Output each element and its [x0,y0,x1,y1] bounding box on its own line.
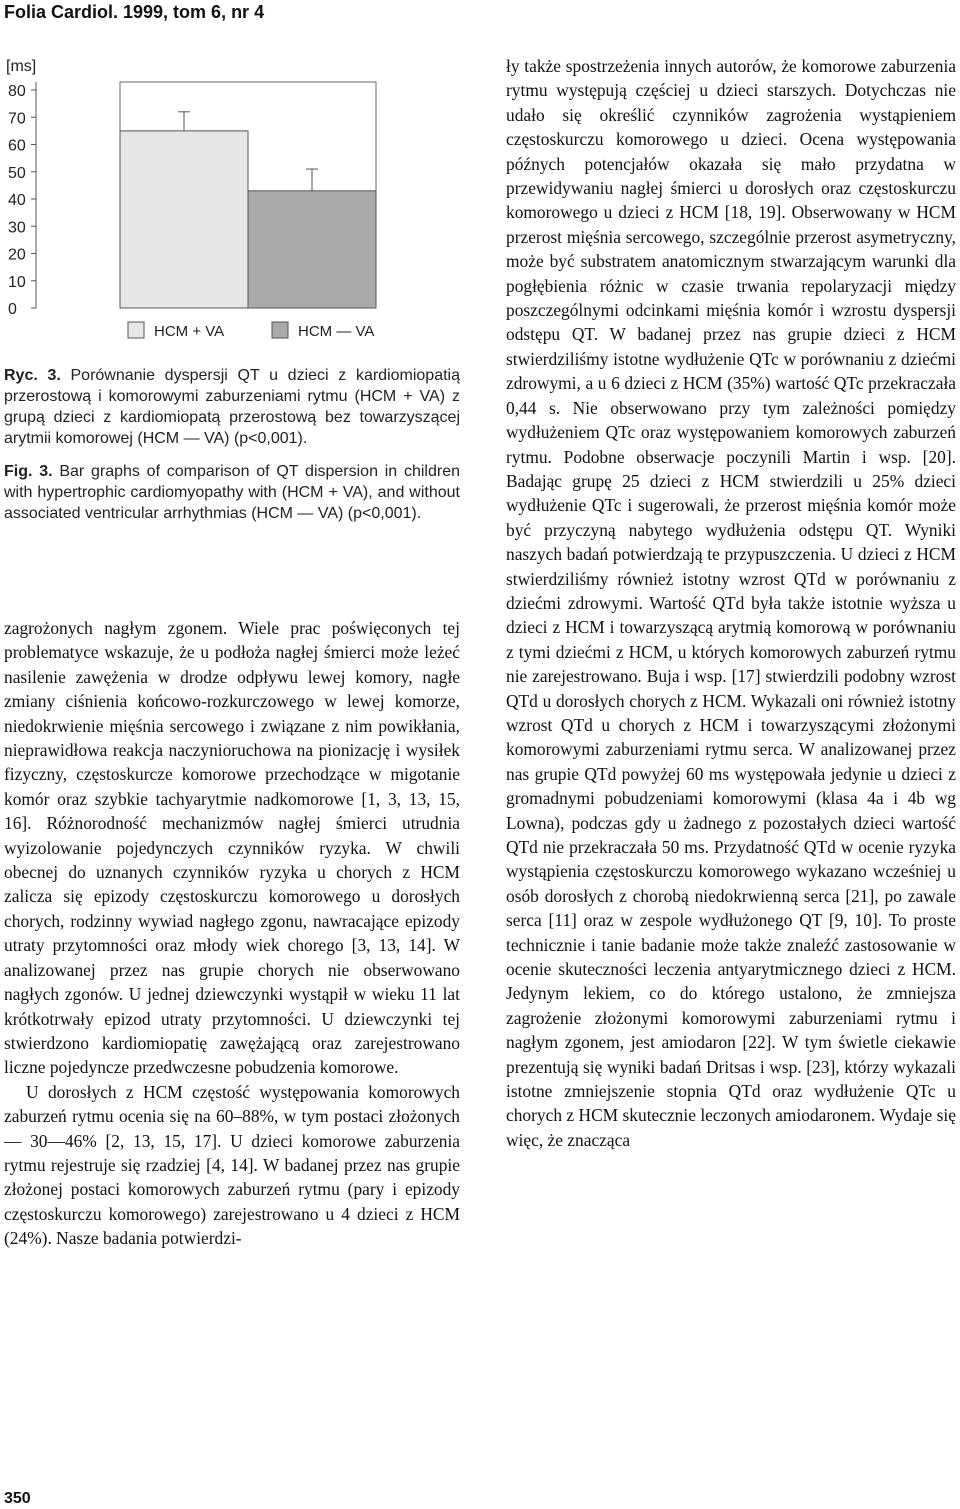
y-axis [8,82,36,318]
y-tick-label: 40 [8,192,26,209]
y-tick-label: 60 [8,137,26,155]
y-tick-label: 70 [8,110,26,128]
y-tick-label: 50 [8,164,26,182]
y-tick-label: 30 [8,219,26,237]
left-paragraph-2: U dorosłych z HCM częstość występowania komorowych zaburzeń rytmu ocenia się na 60–88%, w tym postaci złożonych — 30—46% [2, 13, 15, 17]. U dzieci komorowe zaburzenia rytmu rejestruje się rzadziej [4, 14]. W badanej przez nas grupie złożonej postaci komorowych zaburzeń rytmu (pary i epizody częstoskurczu komorowego) zarejestrowano u 4 dzieci z HCM (24%). Nasze badania potwierdzi- [4,1081,460,1249]
caption-polish [4,365,460,449]
right-column [506,54,956,1152]
right-paragraph-1: ły także spostrzeżenia innych autorów, że komorowe zaburzenia rytmu występują częściej u dzieci starszych. Dotychczas nie udało się określić czynników zagrożenia wystąpieniem częstoskurczu komorowego u dzieci. Ocena występowania późnych potencjałów okazała się mało przydatna w przewidywaniu nagłej śmierci u dorosłych oraz częstoskurczu komorowego u dzieci z HCM [18, 19]. Obserwowany w HCM przerost mięśnia sercowego, szczególnie przerost asymetryczny, może być substratem anatomicznym stwarzającym warunki dla pogłębienia różnic w czasie trwania repolaryzacji między poszczególnymi odcinkami mięśnia komór i wzrostu dyspersji odstępu QT. W badanej przez nas grupie dzieci z HCM stwierdziliśmy istotne wydłużenie QTc w porównaniu z dziećmi zdrowymi, a u 6 dzieci z HCM (35%) wartość QTc przekraczała 0,44 s. Nie obserwowano przy tym zależności pomiędzy wydłużeniem QTc oraz występowaniem komorowych zaburzeń rytmu. Podobne obserwacje poczynili Martin i wsp. [20]. Badając grupę 25 dzieci z HCM stwierdzili u 25% dzieci wydłużenie QTc i sugerowali, że przerost mięśnia komór może być przyczyną nabytego wydłużenia odstępu QT. Wyniki naszych badań potwierdzają te przypuszczenia. U dzieci z HCM stwierdziliśmy również istotny wzrost QTd w porównaniu z dziećmi zdrowymi. Wartość QTd była także istotnie wyższa u dzieci z HCM i towarzyszącą arytmią komorową w porównaniu z tymi dziećmi z HCM, u których komorowych zaburzeń rytmu nie zarejestrowano. Buja i wsp. [17] stwierdzili podobny wzrost QTd u dorosłych chorych z HCM. Wykazali oni również istotny wzrost QTd u chorych z HCM i towarzyszącymi złożonymi komorowymi zaburzeniami rytmu serca. W analizowanej przez nas grupie QTd powyżej 60 ms występowała jedynie u dzieci z gromadnymi pobudzeniami komorowymi (klasa 4a i 4b wg Lowna), podczas gdy u żadnego z pozostałych dzieci wartość QTd nie przekraczała 50 ms. Przydatność QTd w ocenie ryzyka wystąpienia częstoskurczu komorowego wykazano wcześniej u osób dorosłych z chorobą niedokrwienną serca [21], po zawale serca [11] oraz w zespole wydłużonego QT [9, 10]. To proste technicznie i tanie badanie może także znaleźć zastosowanie w ocenie skuteczności leczenia antyarytmicznego dzieci z HCM. Jedynym lekiem, co do którego ustalono, że zmniejsza zagrożenie złożonymi komorowymi zaburzeniami rytmu i nagłym zgonem, jest amiodaron [22]. W tym świetle ciekawie prezentują się wyniki badań Dritsas i wsp. [23], którzy wykazali istotne zmniejszenie stopnia QTd oraz wydłużenie QTc u chorych z HCM skutecznie leczonych amiodaronem. Wydaje się więc, że znacząca [506,56,956,1150]
bars [120,82,376,308]
legend-swatch [272,322,288,338]
legend [128,322,374,340]
left-column [4,616,460,1251]
y-tick-label: 20 [8,246,26,264]
legend-label: HCM — VA [298,323,375,340]
left-paragraph-1: zagrożonych nagłym zgonem. Wiele prac poświęconych tej problematyce wskazuje, że u podłoża nagłej śmierci może leżeć nasilenie zawężenia w drodze odpływu lewej komory, nagłe zmiany ciśnienia końcowo-rozkurczowego w lewej komorze, niedokrwienie mięśnia sercowego i związane z nim powikłania, nieprawidłowa reakcja naczynioruchowa na pionizację i wysiłek fizyczny, częstoskurcze komorowe przechodzące w migotanie komór oraz szybkie tachyarytmie nadkomorowe [1, 3, 13, 15, 16]. Różnorodność mechanizmów nagłej śmierci utrudnia wyizolowanie pojedynczych czynników ryzyka. W chwili obecnej do uznanych czynników ryzyka u chorych z HCM zalicza się epizody częstoskurczu komorowego u dorosłych chorych, rodzinny wywiad nagłego zgonu, nawracające epizody utraty przytomności oraz młody wiek chorego [3, 13, 14]. W analizowanej przez nas grupie chorych nie obserwowano nagłych zgonów. U jednej dziewczynki wystąpił w wieku 11 lat krótkotrwały epizod utraty przytomności. U dziewczynki tej stwierdzono kardiomiopatię zawężającą oraz zarejestrowano liczne pojedyncze przedwczesne pobudzenia komorowe. [4,618,460,1078]
caption-english-label: Fig. 3. [4,463,53,480]
y-tick-label: 80 [8,83,26,100]
bar-chart [0,50,480,360]
legend-label: HCM + VA [154,323,225,340]
legend-swatch [128,322,144,338]
bar [120,131,248,308]
y-tick-label: 0 [8,301,17,318]
caption-english-text: Bar graphs of comparison of QT dispersion in children with hypertrophic cardiomyopathy with (HCM + VA), and without associated ventricular arrhythmias (HCM — VA) (p<0,001). [4,463,460,522]
y-tick-label: 10 [8,273,26,291]
journal-header: Folia Cardiol. 1999, tom 6, nr 4 [4,2,265,22]
caption-polish-label: Ryc. 3. [4,367,61,384]
caption-polish-text: Porównanie dyspersji QT u dzieci z kardiomiopatią przerostową i komorowymi zaburzeniami rytmu (HCM + VA) z grupą dzieci z kardiomiopatą przerostową bez towarzyszącej arytmii komorowej (HCM — VA) (p<0,001). [4,367,460,447]
figure-captions [4,365,460,536]
y-unit-label: [ms] [6,58,37,75]
bar [248,191,376,308]
page-number: 350 [4,1490,31,1507]
caption-english [4,461,460,524]
